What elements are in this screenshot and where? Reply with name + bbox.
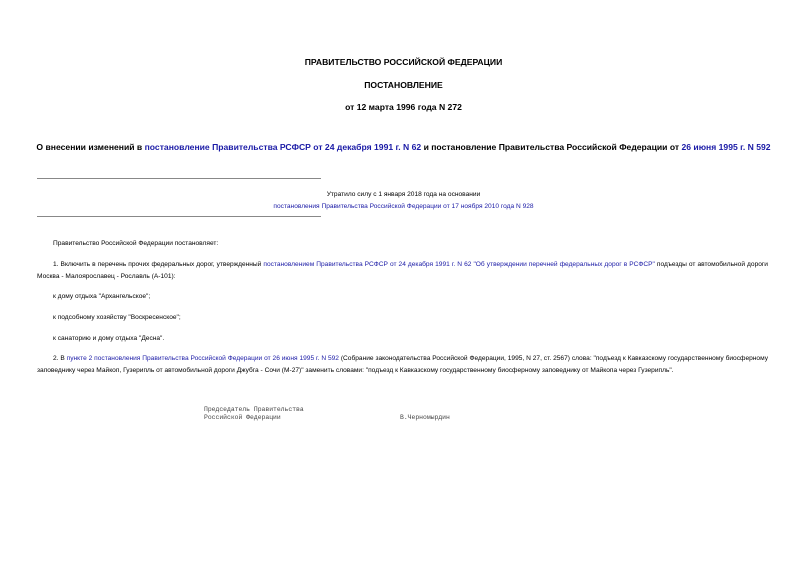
sub-item-voskresenskoe: к подсобному хозяйству "Воскресенское"; — [53, 314, 181, 321]
signature-position-line2: Российской Федерации — [204, 414, 281, 421]
document-title — [36, 141, 771, 153]
document-date-number: от 12 марта 1996 года N 272 — [345, 102, 462, 112]
title-link-rsfsr-decree[interactable]: постановление Правительства РСФСР от 24 декабря 1991 г. N 62 — [144, 142, 422, 152]
status-note-text: Утратило силу с 1 января 2018 года на основании — [326, 191, 481, 198]
sub-item-arkhangelskoe: к дому отдыха "Архангельское"; — [53, 293, 151, 300]
item-2-prefix: 2. В — [53, 355, 67, 362]
title-link-rf-decree[interactable]: 26 июня 1995 г. N 592 — [681, 142, 771, 152]
item-1-prefix: 1. Включить в перечень прочих федеральных дорог, утвержденный — [53, 261, 264, 268]
government-heading: ПРАВИТЕЛЬСТВО РОССИЙСКОЙ ФЕДЕРАЦИИ — [304, 57, 503, 67]
intro-paragraph: Правительство Российской Федерации постановляет: — [53, 240, 219, 247]
item-1-paragraph — [37, 259, 768, 283]
document-type-heading: ПОСТАНОВЛЕНИЕ — [364, 80, 443, 90]
bottom-divider — [37, 216, 321, 217]
title-prefix: О внесении изменений в — [36, 142, 145, 152]
signature-name: В.Черномырдин — [400, 414, 450, 421]
top-divider — [37, 178, 321, 179]
item-2-suffix: (Собрание законодательства Российской Федерации, 1995, N 27, ст. 2567) слова: "подъезд к Кавказскому государственному биосферному заповеднику через Майкоп, Гузерипль от автомобильной дороги Джубга - Сочи (М-27)" заменить словами: "подъезд к Кавказскому государственному биосферному заповеднику от Майкопа через Гузерипль". — [37, 355, 768, 374]
signature-position-line1: Председатель Правительства — [204, 406, 304, 413]
item-1-suffix: подъезды от автомобильной дороги Москва - Малоярославец - Рославль (А-101): — [37, 261, 768, 280]
status-note-link[interactable]: постановления Правительства Российской Федерации от 17 ноября 2010 года N 928 — [273, 203, 534, 210]
title-middle: и постановление Правительства Российской Федерации от — [421, 142, 682, 152]
item-2-link[interactable]: пункте 2 постановления Правительства Российской Федерации от 26 июня 1995 г. N 592 — [66, 355, 339, 362]
sub-item-desna: к санаторию и дому отдыха "Десна". — [53, 335, 165, 342]
item-2-paragraph — [37, 353, 768, 377]
item-1-link[interactable]: постановлением Правительства РСФСР от 24 декабря 1991 г. N 62 "Об утверждении перечней федеральных дорог в РСФСР" — [263, 261, 655, 268]
status-note-line2 — [0, 201, 807, 213]
